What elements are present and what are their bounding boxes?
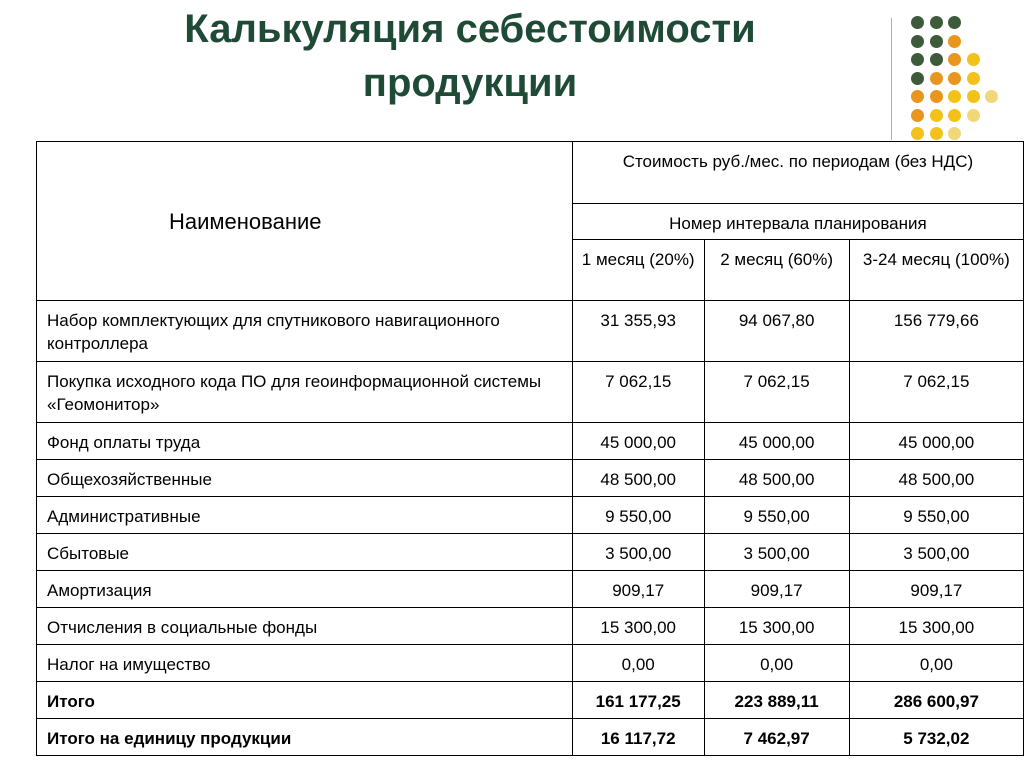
row-value: 7 062,15 xyxy=(704,362,849,423)
row-value: 0,00 xyxy=(849,645,1023,682)
decor-dot xyxy=(930,90,943,103)
row-value: 45 000,00 xyxy=(849,423,1023,460)
table-row xyxy=(37,645,1024,682)
row-value: 0,00 xyxy=(572,645,704,682)
row-value: 9 550,00 xyxy=(572,497,704,534)
table-row xyxy=(37,301,1024,362)
table-row xyxy=(37,362,1024,423)
decor-dot xyxy=(911,72,924,85)
table-row xyxy=(37,423,1024,460)
row-value: 94 067,80 xyxy=(704,301,849,362)
decor-dot xyxy=(911,109,924,122)
row-name: Общехозяйственные xyxy=(37,460,573,497)
row-value: 7 062,15 xyxy=(849,362,1023,423)
row-value: 45 000,00 xyxy=(704,423,849,460)
decor-dot xyxy=(948,72,961,85)
decor-dot xyxy=(911,53,924,66)
decor-dot xyxy=(967,72,980,85)
total-name: Итого xyxy=(37,682,573,719)
row-value: 909,17 xyxy=(572,571,704,608)
decor-dot xyxy=(930,16,943,29)
row-name: Набор комплектующих для спутникового навигационного контроллера xyxy=(37,301,573,362)
header-name: Наименование xyxy=(37,142,573,301)
table-row xyxy=(37,460,1024,497)
row-value: 156 779,66 xyxy=(849,301,1023,362)
header-period-2: 2 месяц (60%) xyxy=(704,240,849,301)
cost-table-container xyxy=(36,141,1024,756)
dot-grid-decoration-icon xyxy=(911,16,1011,146)
header-period-1: 1 месяц (20%) xyxy=(572,240,704,301)
unit-total-value: 16 117,72 xyxy=(572,719,704,756)
unit-total-value: 7 462,97 xyxy=(704,719,849,756)
row-value: 48 500,00 xyxy=(572,460,704,497)
total-value: 223 889,11 xyxy=(704,682,849,719)
row-value: 15 300,00 xyxy=(849,608,1023,645)
unit-total-row xyxy=(37,719,1024,756)
title-line-2: продукции xyxy=(362,61,578,105)
decor-dot xyxy=(930,109,943,122)
decor-dot xyxy=(948,35,961,48)
decor-vertical-line xyxy=(891,18,892,140)
decor-dot xyxy=(911,35,924,48)
decor-dot xyxy=(967,53,980,66)
header-interval-caption: Номер интервала планирования xyxy=(572,204,1023,240)
unit-total-name: Итого на единицу продукции xyxy=(37,719,573,756)
header-period-3: 3-24 месяц (100%) xyxy=(849,240,1023,301)
decor-dot xyxy=(967,90,980,103)
slide-title xyxy=(0,2,940,110)
row-value: 9 550,00 xyxy=(704,497,849,534)
row-value: 909,17 xyxy=(849,571,1023,608)
decor-dot xyxy=(948,127,961,140)
decor-dot xyxy=(967,109,980,122)
decor-dot xyxy=(948,16,961,29)
row-value: 3 500,00 xyxy=(849,534,1023,571)
row-name: Фонд оплаты труда xyxy=(37,423,573,460)
row-value: 9 550,00 xyxy=(849,497,1023,534)
cost-table xyxy=(36,141,1024,756)
decor-dot xyxy=(911,16,924,29)
header-cost-caption: Стоимость руб./мес. по периодам (без НДС) xyxy=(572,142,1023,204)
decor-dot xyxy=(911,90,924,103)
row-value: 0,00 xyxy=(704,645,849,682)
row-value: 15 300,00 xyxy=(704,608,849,645)
decor-dot xyxy=(930,53,943,66)
row-value: 31 355,93 xyxy=(572,301,704,362)
decor-dot xyxy=(948,90,961,103)
row-value: 3 500,00 xyxy=(704,534,849,571)
decor-dot xyxy=(930,35,943,48)
row-value: 909,17 xyxy=(704,571,849,608)
decor-dot xyxy=(948,109,961,122)
total-value: 286 600,97 xyxy=(849,682,1023,719)
row-name: Налог на имущество xyxy=(37,645,573,682)
table-row xyxy=(37,608,1024,645)
table-row xyxy=(37,534,1024,571)
total-value: 161 177,25 xyxy=(572,682,704,719)
title-line-1: Калькуляция себестоимости xyxy=(184,7,756,51)
decor-dot xyxy=(911,127,924,140)
row-value: 48 500,00 xyxy=(849,460,1023,497)
row-value: 15 300,00 xyxy=(572,608,704,645)
total-row xyxy=(37,682,1024,719)
table-header-row xyxy=(37,142,1024,204)
decor-dot xyxy=(948,53,961,66)
decor-dot xyxy=(930,72,943,85)
row-name: Сбытовые xyxy=(37,534,573,571)
decor-dot xyxy=(985,90,998,103)
table-row xyxy=(37,497,1024,534)
unit-total-value: 5 732,02 xyxy=(849,719,1023,756)
row-value: 45 000,00 xyxy=(572,423,704,460)
row-name: Административные xyxy=(37,497,573,534)
row-name: Покупка исходного кода ПО для геоинформационной системы «Геомонитор» xyxy=(37,362,573,423)
row-value: 48 500,00 xyxy=(704,460,849,497)
row-value: 3 500,00 xyxy=(572,534,704,571)
row-value: 7 062,15 xyxy=(572,362,704,423)
table-row xyxy=(37,571,1024,608)
row-name: Амортизация xyxy=(37,571,573,608)
row-name: Отчисления в социальные фонды xyxy=(37,608,573,645)
decor-dot xyxy=(930,127,943,140)
